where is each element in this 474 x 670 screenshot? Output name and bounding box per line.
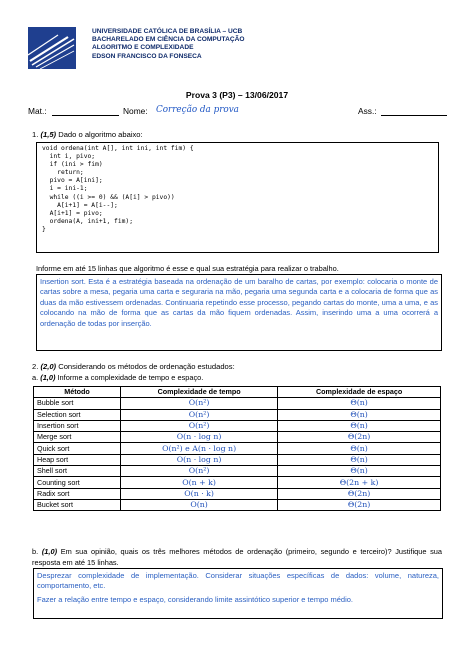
time-cell: O(n²) (121, 398, 278, 409)
university-name: UNIVERSIDADE CATÓLICA DE BRASÍLIA – UCB (92, 28, 243, 35)
time-cell: O(n · k) (121, 488, 278, 499)
header-space: Complexidade de espaço (278, 387, 441, 398)
space-cell: Θ(n) (278, 454, 441, 465)
table-row (34, 398, 441, 409)
q1-weight: (1,5) (40, 130, 57, 139)
mat-blank (52, 115, 119, 116)
q1-prompt: Dado o algoritmo abaixo: (58, 130, 143, 139)
q2a-heading (32, 373, 203, 382)
table-row (34, 488, 441, 499)
table-header-row (34, 387, 441, 398)
q1-instruction: Informe em até 15 linhas que algoritmo é esse e qual sua estratégia para realizar o trabalho. (36, 264, 339, 273)
subject-name: ALGORITMO E COMPLEXIDADE (92, 44, 194, 52)
q2b-answer-paragraph-1: Desprezar complexidade de implementação. Considerar situações específicas de dados: volume, natureza, comportamento, etc. (37, 571, 439, 591)
q2a-label: a. (32, 373, 39, 382)
table-row (34, 432, 441, 443)
mat-label: Mat.: (28, 106, 47, 116)
method-cell: Merge sort (34, 432, 121, 443)
time-cell: O(n · log n) (121, 454, 278, 465)
method-cell: Counting sort (34, 477, 121, 488)
q2b-heading (32, 546, 442, 568)
method-cell: Bucket sort (34, 499, 121, 510)
q2a-weight: (1,0) (40, 373, 56, 382)
space-cell: Θ(2n + k) (278, 477, 441, 488)
table-row (34, 443, 441, 454)
table-row (34, 454, 441, 465)
q2b-answer-paragraph-2: Fazer a relação entre tempo e espaço, considerando limite assintótico superior e tempo médio. (37, 594, 353, 604)
space-cell: Θ(n) (278, 466, 441, 477)
table-row (34, 477, 441, 488)
method-cell: Bubble sort (34, 398, 121, 409)
table-row (34, 409, 441, 420)
time-cell: O(n · log n) (121, 432, 278, 443)
time-cell: O(n + k) (121, 477, 278, 488)
q2-number: 2. (32, 362, 39, 371)
method-cell: Shell sort (34, 466, 121, 477)
space-cell: Θ(n) (278, 398, 441, 409)
space-cell: Θ(n) (278, 443, 441, 454)
method-cell: Heap sort (34, 454, 121, 465)
method-cell: Selection sort (34, 409, 121, 420)
code-listing: void ordena(int A[], int ini, int fim) { int i, pivo; if (ini > fim) return; pivo = A[ini]; i = ini-1; while ((i >= 0) && (A[i] > pivo)) A[i+1] = A[i--]; A[i+1] = pivo; ordena(A, ini+1, fim); } (36, 142, 439, 253)
q2b-label: b. (32, 547, 39, 556)
q2b-weight: (1,0) (41, 547, 58, 556)
ass-label: Ass.: (358, 106, 377, 116)
space-cell: Θ(n) (278, 409, 441, 420)
time-cell: O(n) (121, 499, 278, 510)
question-1-heading (32, 130, 143, 139)
nome-label: Nome: (123, 106, 148, 116)
professor-name: EDSON FRANCISCO DA FONSECA (92, 52, 202, 60)
q1-number: 1. (32, 130, 39, 139)
student-info-line (28, 106, 448, 120)
time-cell: O(n²) (121, 420, 278, 431)
space-cell: Θ(n) (278, 420, 441, 431)
nome-value: Correção da prova (156, 105, 239, 115)
table-row (34, 420, 441, 431)
method-cell: Insertion sort (34, 420, 121, 431)
exam-title: Prova 3 (P3) – 13/06/2017 (185, 90, 289, 100)
ass-blank (381, 115, 447, 116)
space-cell: Θ(2n) (278, 499, 441, 510)
time-cell: O(n²) e A(n · log n) (121, 443, 278, 454)
institution-header (92, 28, 245, 61)
q2-weight: (2,0) (40, 362, 57, 371)
table-row (34, 499, 441, 510)
q1-answer-box: Insertion sort. Esta é a estratégia baseada na ordenação de um baralho de cartas, por exemplo: colocaria o monte de cartas sobre a mesa, pegaria uma carta e seguraria na mão, pegaria uma segunda carta e a colocaria de forma que as duas da mão estivessem ordenadas. Continuaria repetindo esse processo, pegando cartas do monte, uma a uma, e as colocando na mão de forma que as cartas da mão fiquem ordenadas. Assim, inserindo uma a uma ocorrerá a ordenação de todas por inserção. (36, 274, 442, 351)
course-name: BACHARELADO EM CIÊNCIA DA COMPUTAÇÃO (92, 36, 245, 44)
header-method: Método (34, 387, 121, 398)
time-cell: O(n²) (121, 466, 278, 477)
space-cell: Θ(2n) (278, 488, 441, 499)
q2a-prompt: Informe a complexidade de tempo e espaço. (57, 373, 204, 382)
q2b-prompt: Em sua opinião, quais os três melhores métodos de ordenação (primeiro, segundo e terceiro)? Justifique sua resposta em até 15 linhas. (32, 547, 442, 567)
university-logo (28, 27, 76, 69)
complexity-table (33, 386, 441, 511)
question-2-heading (32, 362, 235, 371)
method-cell: Quick sort (34, 443, 121, 454)
space-cell: Θ(2n) (278, 432, 441, 443)
q2b-answer-box (33, 568, 443, 619)
table-row (34, 466, 441, 477)
q2-prompt: Considerando os métodos de ordenação estudados: (58, 362, 235, 371)
header-time: Complexidade de tempo (121, 387, 278, 398)
time-cell: O(n²) (121, 409, 278, 420)
method-cell: Radix sort (34, 488, 121, 499)
